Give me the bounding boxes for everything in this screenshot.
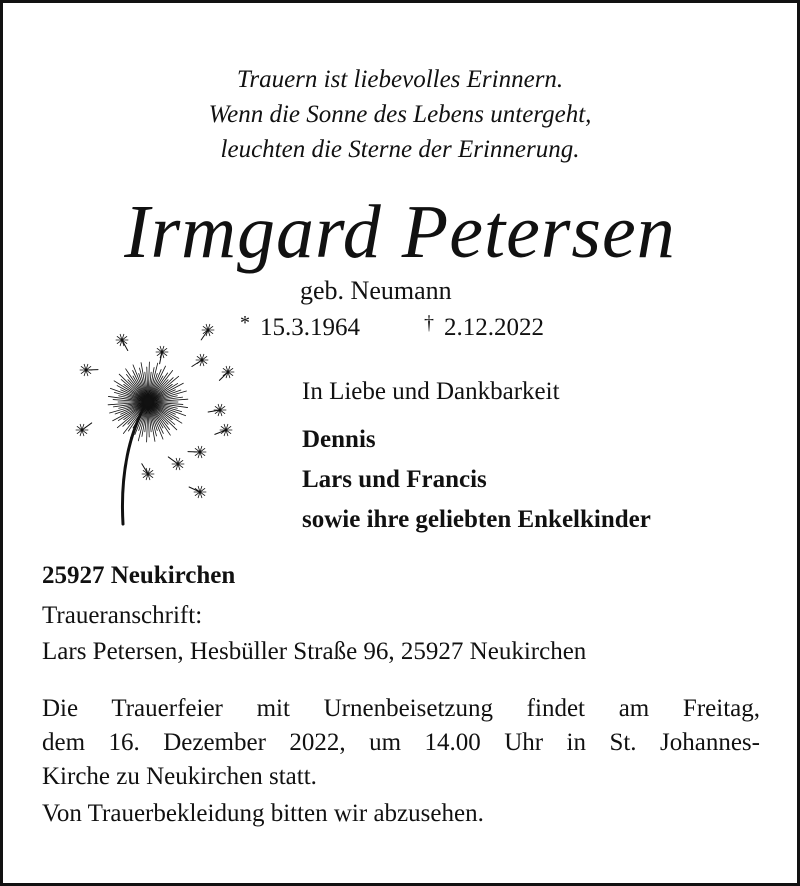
death-date: 2.12.2022: [444, 314, 544, 341]
quote-line: leuchten die Sterne der Erinnerung.: [0, 132, 800, 167]
mourning-address: Lars Petersen, Hesbüller Straße 96, 25927 Neukirchen: [42, 638, 586, 666]
ceremony-line: Kirche zu Neukirchen statt.: [42, 760, 760, 794]
deceased-name: Irmgard Petersen: [0, 192, 800, 272]
memorial-quote: [0, 62, 800, 167]
clothing-note: Von Trauerbekleidung bitten wir abzusehen.: [42, 800, 484, 828]
quote-line: Trauern ist liebevolles Erinnern.: [0, 62, 800, 97]
ceremony-line: dem 16. Dezember 2022, um 14.00 Uhr in St. Johannes-: [42, 726, 760, 760]
town: 25927 Neukirchen: [42, 562, 235, 590]
birth-name: geb. Neumann: [300, 276, 452, 306]
birth-date: 15.3.1964: [260, 314, 360, 341]
death-date-line: [424, 312, 544, 342]
quote-line: Wenn die Sonne des Lebens untergeht,: [0, 97, 800, 132]
mourner-name: Dennis: [302, 426, 376, 454]
ceremony-line: Die Trauerfeier mit Urnenbeisetzung findet am Freitag,: [42, 692, 760, 726]
mourner-name: Lars und Francis: [302, 466, 487, 494]
birth-symbol: *: [240, 312, 250, 334]
mourners-intro: In Liebe und Dankbarkeit: [302, 378, 560, 406]
ceremony-text: [42, 692, 760, 794]
mourner-name: sowie ihre geliebten Enkelkinder: [302, 506, 651, 534]
death-symbol: †: [424, 312, 434, 334]
dandelion-icon: [60, 312, 260, 527]
address-label: Traueranschrift:: [42, 602, 202, 630]
